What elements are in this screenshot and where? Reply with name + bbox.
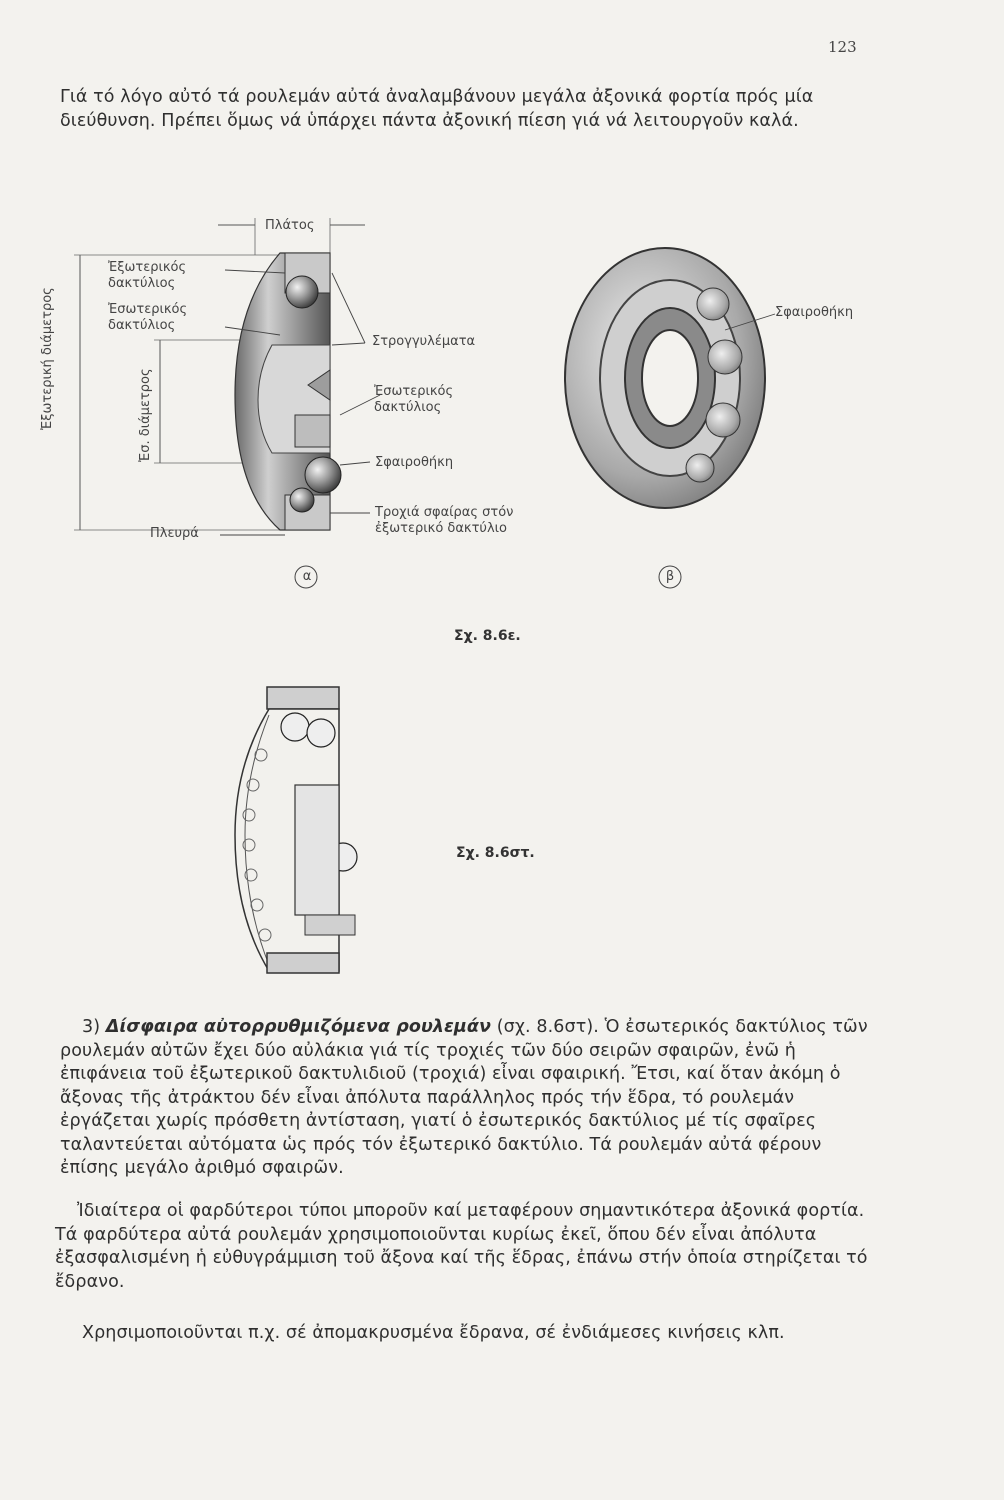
label-outer-race: Τροχιά σφαίρας στόν ἐξωτερικό δακτύλιο xyxy=(375,505,514,536)
figure-86st xyxy=(225,685,385,985)
label-width: Πλάτος xyxy=(265,218,315,233)
label-inner-ring-left: Ἐσωτερικός δακτύλιος xyxy=(108,302,188,333)
section-3-title: Δίσφαιρα αὐτορρυθμιζόμενα ρουλεμάν xyxy=(105,1017,492,1037)
label-panel-b: β xyxy=(665,569,675,584)
wider-types-paragraph: Ἰδιαίτερα οἱ φαρδύτεροι τύποι μποροῦν καί μεταφέρουν σημαντικότερα ἀξονικά φορτία. Τά φαρδύτερα αὐτά ρουλεμάν χρησιμοποιοῦνται κυρίως ἐκεῖ, ὅπου δέν εἶναι ἀπόλυτα ἐξασφαλισμένη ἡ εὐθυγράμμιση τοῦ ἄξονα καί τῆς ἕδρας, ἐπάνω στήν ὁποία στηρίζεται τό ἔδρανο. xyxy=(55,1201,868,1292)
section-3-body: (σχ. 8.6στ). Ὁ ἐσωτερικός δακτύλιος τῶν ρουλεμάν αὐτῶν ἔχει δύο αὐλάκια γιά τίς τροχιές τῶν δύο σειρῶν σφαιρῶν, ἐνῶ ἡ ἐπιφάνεια τοῦ ἐξωτερικοῦ δακτυλιδιοῦ (τροχιά) εἶναι σφαιρική. Ἔτσι, καί ὅταν ἀκόμη ὁ ἄξονας τῆς ἀτράκτου δέν εἶναι ἀπόλυτα παράλληλος πρός τήν ἕδρα, τό ρουλεμάν ἐργάζεται χωρίς πρόσθετη ἀντίσταση, γιατί ὁ ἐσωτερικός δακτύλιος μέ τίς σφαῖρες ταλαντεύεται αὐτόματα ὡς πρός τόν ἐξωτερικό δακτύλιο. Τά ρουλεμάν αὐτά φέρουν ἐπίσης μεγάλο ἀριθμό σφαιρῶν. xyxy=(60,1017,868,1178)
label-panel-a: α xyxy=(302,569,312,584)
page-number: 123 xyxy=(828,38,857,56)
section-3-paragraph xyxy=(60,1016,880,1181)
label-side: Πλευρά xyxy=(150,526,199,541)
figure-86e-panel-a xyxy=(40,195,600,615)
caption-86st: Σχ. 8.6στ. xyxy=(456,845,535,861)
usage-paragraph: Χρησιμοποιοῦνται π.χ. σέ ἀπομακρυσμένα ἔδρανα, σέ ἐνδιάμεσες κινήσεις κλπ. xyxy=(82,1323,785,1343)
label-roundings: Στρογγυλέματα xyxy=(372,334,476,349)
intro-paragraph: Γιά τό λόγο αὐτό τά ρουλεμάν αὐτά ἀναλαμβάνουν μεγάλα ἀξονικά φορτία πρός μία διεύθυνση. Πρέπει ὅμως νά ὑπάρχει πάντα ἀξονική πίεση γιά νά λειτουργοῦν καλά. xyxy=(60,87,814,131)
label-ball-cage-b: Σφαιροθήκη xyxy=(775,305,854,320)
caption-86e: Σχ. 8.6ε. xyxy=(454,628,521,644)
label-inner-ring-right: Ἐσωτερικός δακτύλιος xyxy=(374,384,454,415)
section-3-number: 3) xyxy=(82,1017,101,1037)
label-ball-cage: Σφαιροθήκη xyxy=(375,455,454,470)
label-inner-diameter: Ἐσ. διάμετρος xyxy=(138,368,153,462)
label-outer-diameter: Ἐξωτερική διάμετρος xyxy=(40,287,55,430)
figure-86e-panel-b xyxy=(550,230,880,600)
label-outer-ring: Ἐξωτερικός δακτύλιος xyxy=(108,260,187,291)
